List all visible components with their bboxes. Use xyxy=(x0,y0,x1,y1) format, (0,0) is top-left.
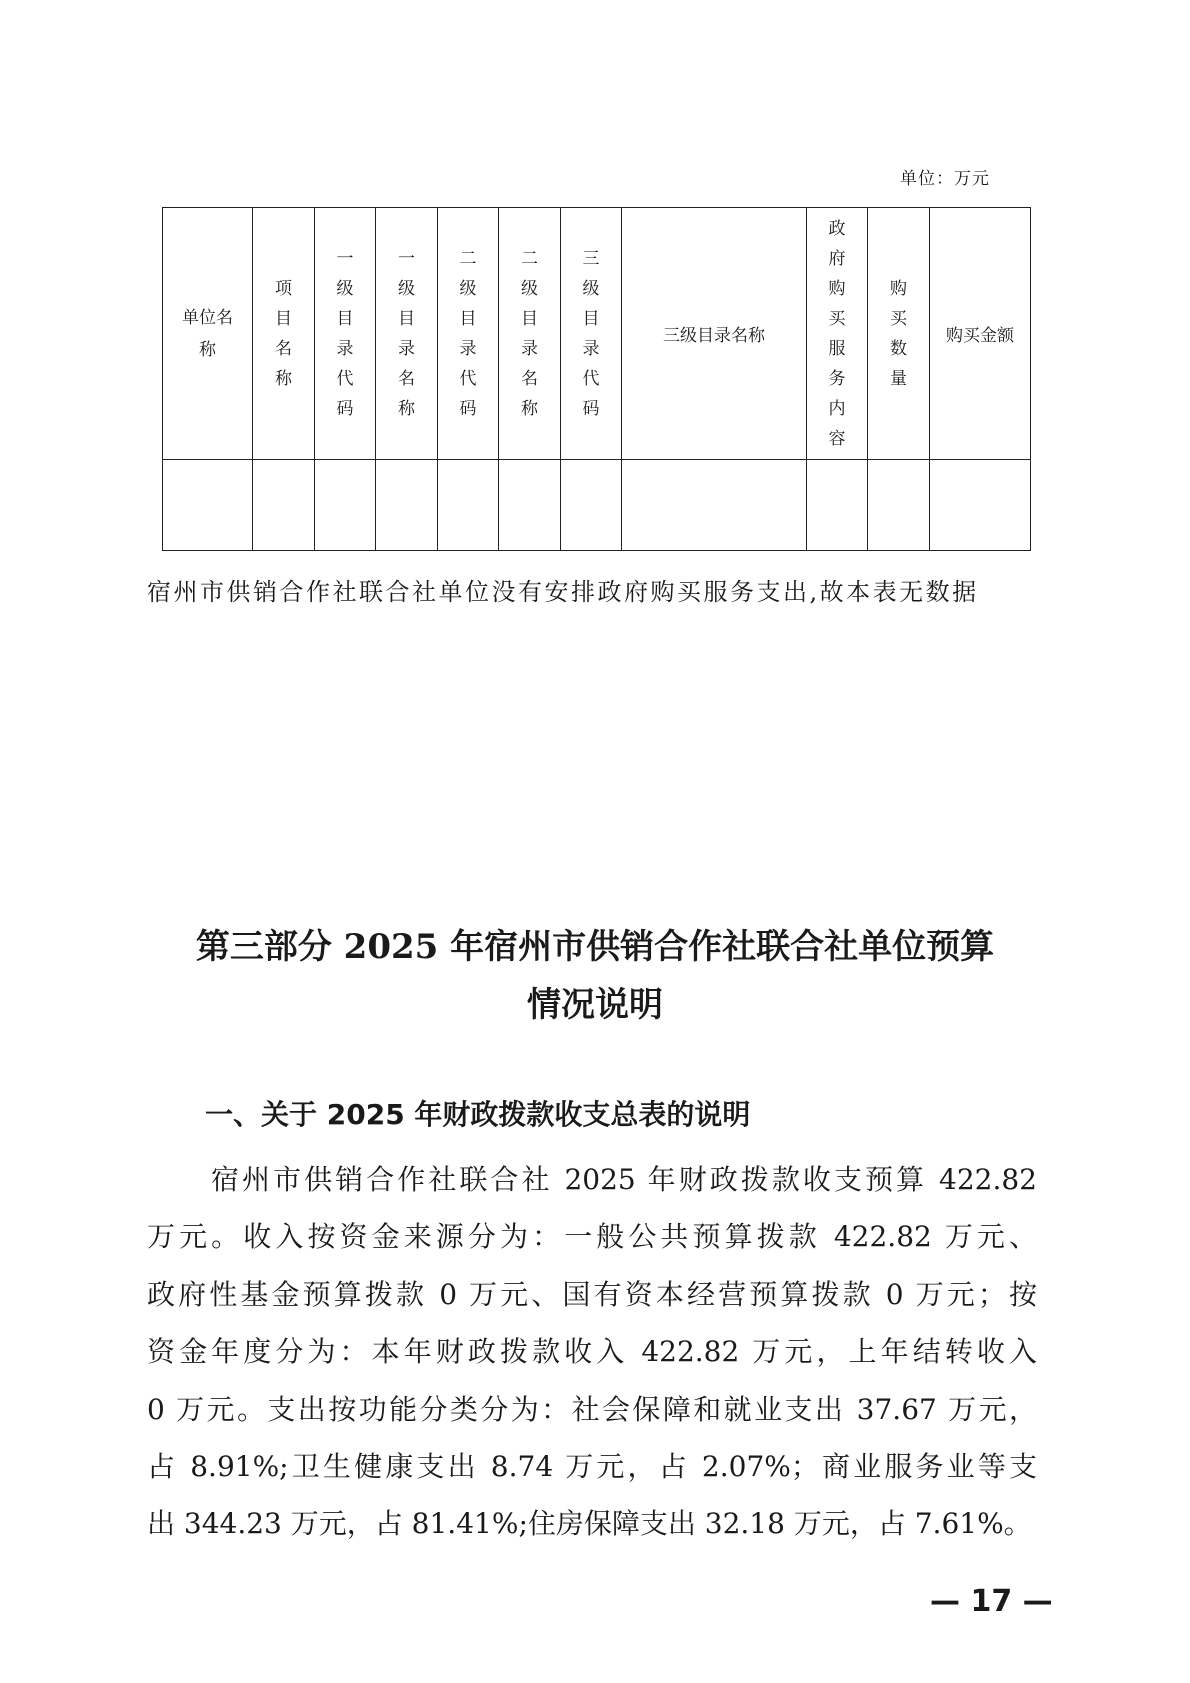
table-note: 宿州市供销合作社联合社单位没有安排政府购买服务支出,故本表无数据 xyxy=(147,578,979,606)
table-cell xyxy=(622,460,807,551)
header-cell: 二级目录名称 xyxy=(499,208,561,460)
header-cell: 购买金额 xyxy=(930,208,1031,460)
table-cell xyxy=(930,460,1031,551)
table-cell xyxy=(499,460,561,551)
part-title-line-2: 情况说明 xyxy=(527,985,663,1025)
header-cell: 三级目录名称 xyxy=(622,208,807,460)
header-cell: 三级目录代码 xyxy=(561,208,622,460)
government-purchase-services-table xyxy=(162,207,1031,551)
header-cell: 一级目录代码 xyxy=(315,208,376,460)
header-cell: 购买数量 xyxy=(868,208,930,460)
table-cell xyxy=(253,460,315,551)
page-number: — 17 — xyxy=(930,1584,1053,1619)
table-cell xyxy=(561,460,622,551)
header-cell: 二级目录代码 xyxy=(438,208,499,460)
table-cell xyxy=(163,460,253,551)
table-cell xyxy=(315,460,376,551)
paragraph-line: 资金年度分为：本年财政拨款收入 422.82 万元，上年结转收入 xyxy=(147,1335,1037,1369)
table-cell xyxy=(438,460,499,551)
paragraph-line: 0 万元。支出按功能分类分为：社会保障和就业支出 37.67 万元， xyxy=(147,1392,1037,1426)
paragraph-line: 占 8.91%;卫生健康支出 8.74 万元，占 2.07%；商业服务业等支 xyxy=(147,1450,1037,1484)
header-cell: 一级目录名称 xyxy=(376,208,438,460)
paragraph-line: 出 344.23 万元，占 81.41%;住房保障支出 32.18 万元，占 7.61%。 xyxy=(147,1507,1032,1541)
table-cell xyxy=(807,460,868,551)
paragraph-line: 政府性基金预算拨款 0 万元、国有资本经营预算拨款 0 万元；按 xyxy=(147,1277,1037,1311)
header-cell: 单位名称 xyxy=(163,208,253,460)
header-cell: 政府购买服务内容 xyxy=(807,208,868,460)
part-title-line-1: 第三部分 2025 年宿州市供销合作社联合社单位预算 xyxy=(195,927,995,967)
section-heading: 一、关于 2025 年财政拨款收支总表的说明 xyxy=(205,1098,751,1131)
unit-label: 单位：万元 xyxy=(900,169,990,189)
body-paragraph xyxy=(147,1151,1037,1553)
table-header-row xyxy=(163,208,1031,460)
table-cell xyxy=(376,460,438,551)
paragraph-line: 宿州市供销合作社联合社 2025 年财政拨款收支预算 422.82 xyxy=(211,1163,1037,1196)
part-title xyxy=(0,918,1190,1034)
paragraph-line: 万元。收入按资金来源分为：一般公共预算拨款 422.82 万元、 xyxy=(147,1220,1037,1254)
table-row xyxy=(163,460,1031,551)
table-cell xyxy=(868,460,930,551)
header-cell: 项目名称 xyxy=(253,208,315,460)
